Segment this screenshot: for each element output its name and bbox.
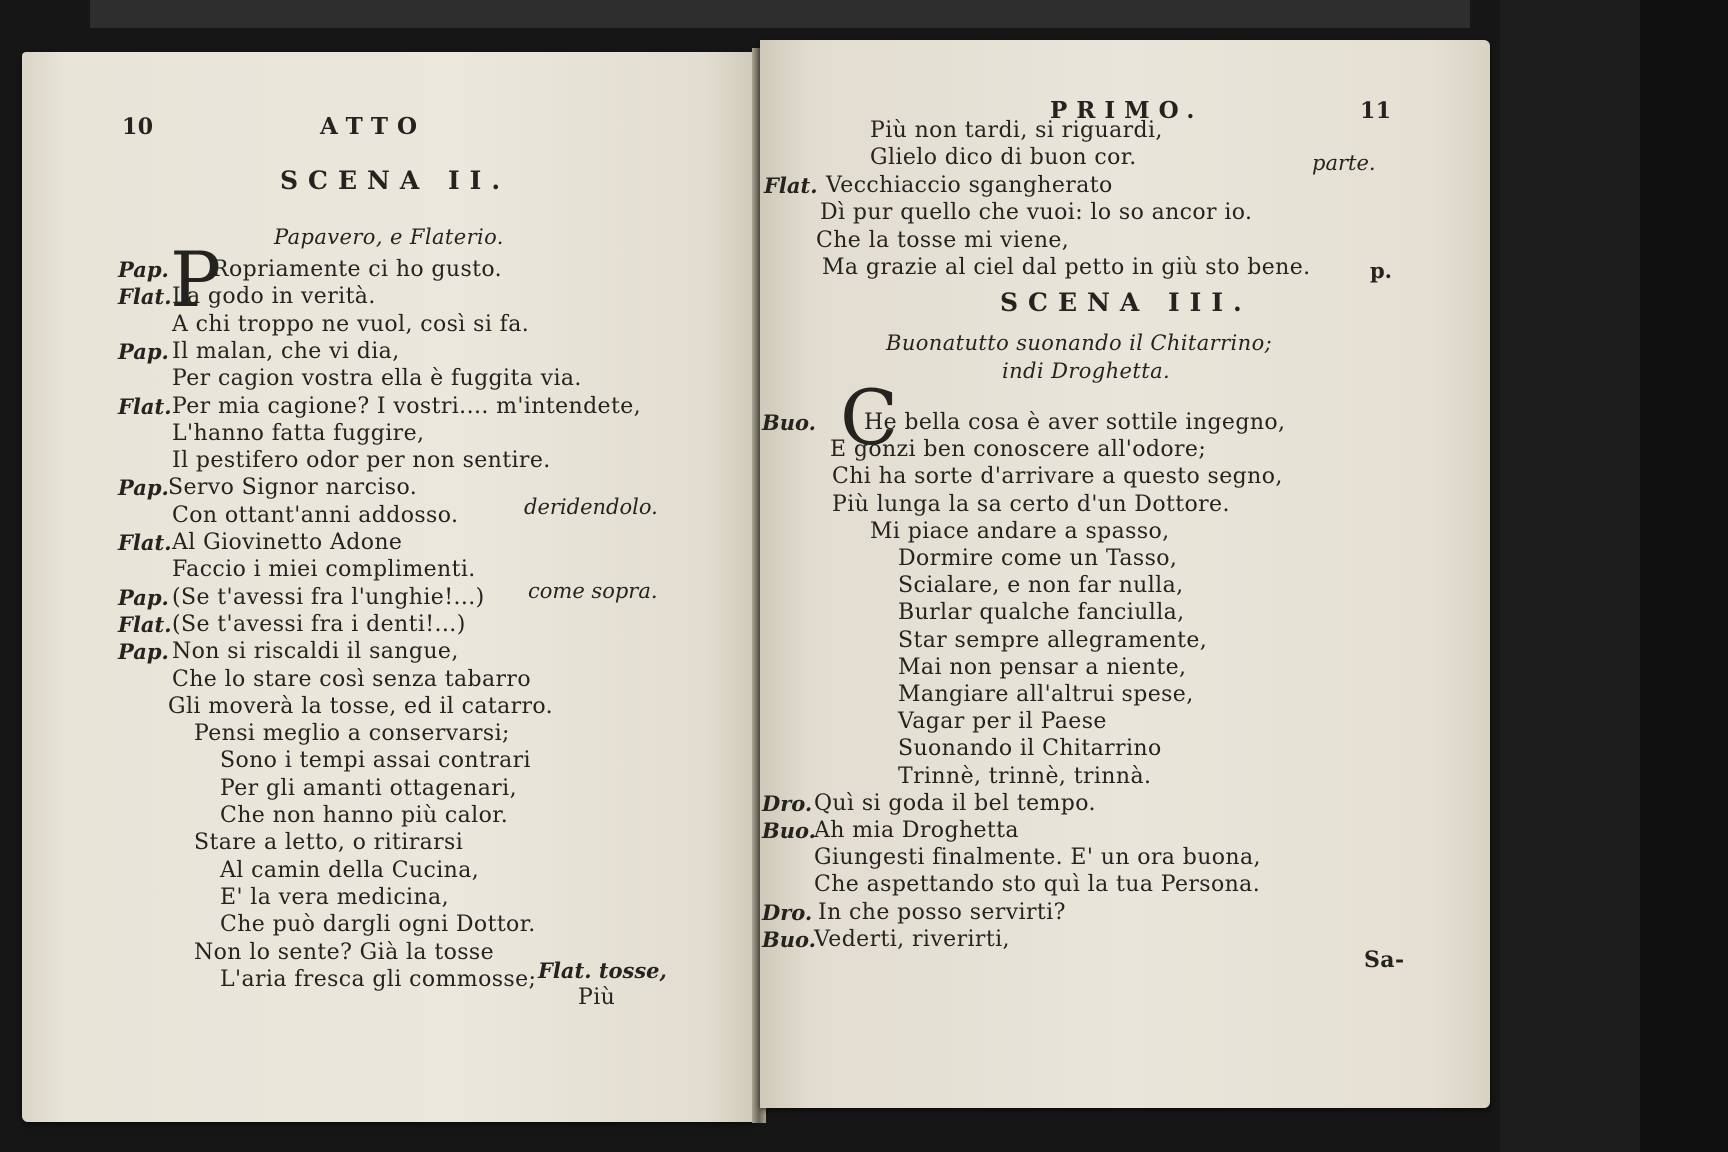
verse-line: Scialare, e non far nulla,: [898, 573, 1184, 599]
verse-line: Per mia cagione? I vostri.... m'intendete,: [172, 393, 642, 419]
left-running-head: ATTO: [320, 113, 427, 140]
verse-line: Suonando il Chitarrino: [898, 736, 1162, 762]
verse-line: He bella cosa è aver sottile ingegno,: [864, 410, 1286, 435]
speaker-label: Buo.: [762, 818, 816, 843]
speaker-label: Pap.: [118, 584, 169, 610]
verse-line: Più lunga la sa certo d'un Dottore.: [832, 491, 1230, 517]
speaker-label: Flat.: [764, 172, 818, 198]
verse-line: Sono i tempi assai contrari: [220, 748, 531, 774]
verse-line: Che la tosse mi viene,: [816, 227, 1070, 253]
verse-line: Gli moverà la tosse, ed il catarro.: [168, 693, 554, 719]
verse-line: Vagar per il Paese: [898, 709, 1107, 735]
right-drop-cap: C: [840, 373, 899, 462]
verse-line: Mai non pensar a niente,: [898, 654, 1187, 680]
verse-line: Chi ha sorte d'arrivare a questo segno,: [832, 464, 1283, 490]
left-scene-heading: SCENA II.: [280, 166, 511, 195]
verse-line: Ropriamente ci ho gusto.: [212, 257, 503, 282]
speaker-label: Buo.: [762, 926, 816, 952]
verse-line: L'hanno fatta fuggire,: [172, 420, 425, 446]
verse-line: Vecchiaccio sgangherato: [826, 172, 1113, 198]
verse-line: Ah mia Droghetta: [814, 818, 1019, 843]
right-running-head: PRIMO.: [1050, 97, 1204, 124]
verse-line: Glielo dico di buon cor.: [870, 145, 1137, 171]
speaker-label: Dro.: [762, 899, 813, 925]
verse-line: Il malan, che vi dia,: [172, 338, 400, 364]
speaker-label: Pap.: [118, 257, 169, 282]
verse-line: Ma grazie al ciel dal petto in giù sto bene.: [822, 255, 1311, 280]
verse-line: Con ottant'anni addosso.: [172, 502, 459, 528]
verse-line: Che lo stare così senza tabarro: [172, 666, 531, 692]
verse-line: Dormire come un Tasso,: [898, 546, 1178, 571]
verse-line: Al Giovinetto Adone: [172, 530, 403, 555]
verse-line: Per cagion vostra ella è fuggita via.: [172, 366, 582, 392]
verse-line: Mangiare all'altrui spese,: [898, 682, 1194, 707]
right-page-number: 11: [1360, 98, 1392, 124]
speaker-label: Flat.: [118, 393, 172, 419]
verse-line: Stare a letto, o ritirarsi: [194, 830, 464, 856]
stage-direction: parte.: [1312, 151, 1376, 175]
stage-direction: p.: [1370, 258, 1392, 283]
verse-line: Mi piace andare a spasso,: [870, 518, 1170, 544]
right-page: [760, 40, 1490, 1108]
verse-line: Che aspettando sto quì la tua Persona.: [814, 872, 1261, 898]
verse-line: Quì si goda il bel tempo.: [814, 790, 1096, 816]
backdrop-top: [90, 0, 1470, 28]
stage-direction: deridendolo.: [524, 495, 658, 519]
verse-line: Faccio i miei complimenti.: [172, 557, 476, 583]
left-catchword: Più: [578, 985, 616, 1010]
speaker-label: Pap.: [118, 475, 169, 501]
verse-line: Il pestifero odor per non sentire.: [172, 448, 551, 474]
speaker-label: Pap.: [118, 338, 169, 364]
verse-line: Non lo sente? Già la tosse: [194, 939, 495, 965]
right-characters-line2: indi Droghetta.: [1002, 359, 1171, 383]
verse-line: Non si riscaldi il sangue,: [172, 639, 459, 665]
verse-line: Servo Signor narciso.: [168, 475, 418, 501]
verse-line: Star sempre allegramente,: [898, 627, 1208, 653]
speaker-label: Dro.: [762, 790, 813, 816]
stage-direction: come sopra.: [528, 579, 658, 603]
backdrop-edge: [1640, 0, 1728, 1152]
open-book: [22, 40, 1512, 1120]
left-page-number: 10: [122, 114, 154, 140]
verse-line: E' la vera medicina,: [220, 884, 449, 910]
verse-line: Pensi meglio a conservarsi;: [194, 721, 510, 747]
speaker-label: Flat.: [118, 530, 172, 555]
verse-line: In che posso servirti?: [818, 899, 1066, 925]
verse-line: La godo in verità.: [172, 284, 376, 310]
verse-line: Più non tardi, si riguardi,: [870, 118, 1163, 143]
left-drop-cap: P: [170, 235, 222, 324]
left-characters: Papavero, e Flaterio.: [274, 225, 504, 249]
verse-line: Burlar qualche fanciulla,: [898, 600, 1185, 626]
left-page: [22, 52, 757, 1122]
verse-line: Giungesti finalmente. E' un ora buona,: [814, 845, 1261, 871]
right-characters-line1: Buonatutto suonando il Chitarrino;: [886, 331, 1273, 355]
right-catchword: Sa-: [1364, 947, 1405, 973]
verse-line: Che può dargli ogni Dottor.: [220, 912, 536, 938]
verse-line: Vederti, riverirti,: [814, 926, 1010, 952]
verse-line: A chi troppo ne vuol, così si fa.: [172, 311, 530, 337]
verse-line: Per gli amanti ottagenari,: [220, 775, 518, 801]
verse-line: Dì pur quello che vuoi: lo so ancor io.: [820, 200, 1253, 226]
verse-line: Al camin della Cucina,: [220, 857, 480, 883]
speaker-label: Buo.: [762, 410, 816, 435]
verse-line: (Se t'avessi fra l'unghie!...): [172, 584, 485, 610]
verse-line: (Se t'avessi fra i denti!...): [172, 611, 466, 637]
speaker-label: Flat.: [118, 611, 172, 637]
verse-line: Trinnè, trinnè, trinnà.: [898, 763, 1152, 789]
right-scene-heading: SCENA III.: [1000, 288, 1252, 317]
verse-line: Che non hanno più calor.: [220, 803, 509, 828]
speaker-label: Flat.: [118, 284, 172, 310]
verse-line: E gonzi ben conoscere all'odore;: [830, 437, 1207, 463]
verse-line: L'aria fresca gli commosse;: [220, 966, 537, 992]
stage-direction: Flat. tosse,: [538, 958, 667, 983]
speaker-label: Pap.: [118, 639, 169, 665]
